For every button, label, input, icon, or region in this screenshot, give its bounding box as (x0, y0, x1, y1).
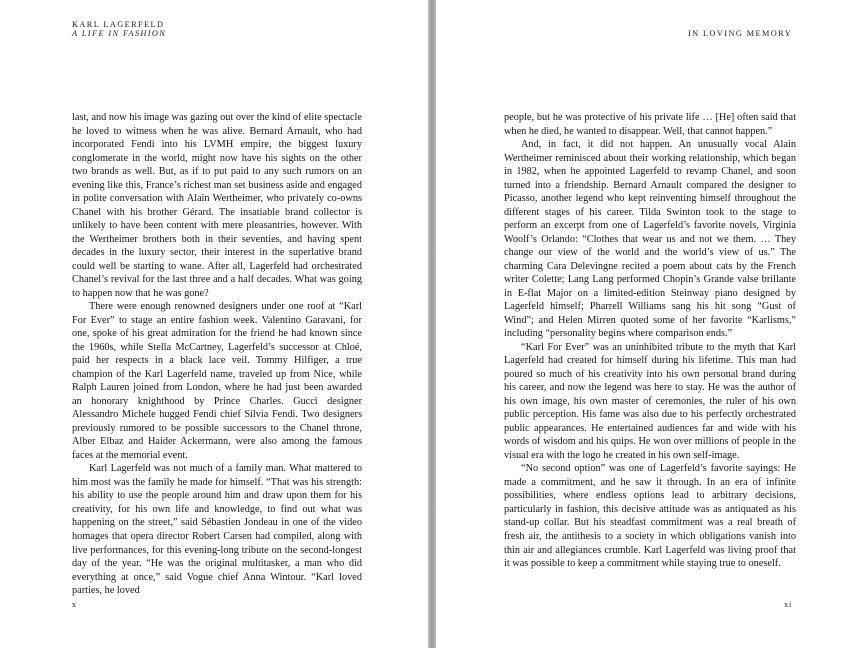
paragraph: last, and now his image was gazing out over the kind of elite spectacle he loved to witness when he was alive. Bernard Arnault, who had incorporated Fendi into his LVMH empire, the biggest luxury conglomerate in the world, might now have his sights on the other two brands as well. But, as if to put paid to any such rumors on an evening like this, France’s richest man set business aside and engaged in polite conversation with Alain Wertheimer, who privately co-owns Chanel with his brother Gérard. The insatiable brand collector is unlikely to have been content with mere pleasantries, however. With the Wertheimer brothers both in their seventies, and having spent decades in the luxury sector, their interest in the superlative brand could well be starting to wane. After all, Lagerfeld had orchestrated Chanel’s revival for the last three and a half decades. What was going to happen now that he was gone? (72, 112, 362, 299)
right-page (436, 0, 864, 648)
paragraph: “Karl For Ever” was an uninhibited tribute to the myth that Karl Lagerfeld had created for himself during his lifetime. This man had poured so much of his creativity into his own personal brand during his career, and now the legend was here to stay. He was the author of his own image, his own master of ceremonies, the ruler of his own public perception. His fame was also due to his perfectly orchestrated public appearances. He entertained audiences far and wide with his words of wisdom and his quips. He won over millions of people in the visual era with the logo he created in his own self-image. (504, 341, 796, 461)
page-number-right: xi (784, 600, 792, 609)
right-body-text (504, 111, 796, 571)
paragraph: Karl Lagerfeld was not much of a family man. What mattered to him most was the family he made for himself. “That was his strength: his ability to use the people around him and draw upon them for his creativity, for his own life and knowledge, to find out what was happening on the street,” said Sébastien Jondeau in one of the video homages that opera director Robert Carsen had compiled, along with live performances, for this evening-long tribute on the second-longest day of the year. “He was the original multitasker, a man who did everything at once,” said Vogue chief Anna Wintour. “Karl loved parties, he loved (72, 463, 362, 597)
left-page (0, 0, 428, 648)
running-head-book-title: A LIFE IN FASHION (72, 29, 167, 38)
running-head-author: KARL LAGERFELD (72, 20, 165, 29)
paragraph: There were enough renowned designers under one roof at “Karl For Ever” to stage an entire fashion week. Valentino Garavani, for one, spoke of his great admiration for the friend he had known since the 1960s, while Stella McCartney, Lagerfeld’s successor at Chloé, paid her respects in a black lace veil. Tommy Hilfiger, a true champion of the Karl Lagerfeld name, traveled up from Nice, while Ralph Lauren joined from London, where he had just been awarded an honorary knighthood by Prince Charles. Gucci designer Alessandro Michele hugged Fendi chief Silvia Fendi. Two designers previously rumored to be possible successors to the Chanel throne, Alber Elbaz and Haider Ackermann, were also among the famous faces at the memorial event. (72, 301, 362, 461)
page-number-left: x (72, 600, 77, 609)
book-gutter (428, 0, 436, 648)
paragraph: people, but he was protective of his private life … [He] often said that when he died, he wanted to disappear. Well, that cannot happen.” (504, 112, 796, 137)
running-head-chapter: IN LOVING MEMORY (688, 29, 792, 38)
paragraph: And, in fact, it did not happen. An unusually vocal Alain Wertheimer reminisced about their working relationship, which began in 1982, when he appointed Lagerfeld to revamp Chanel, and soon turned into a friendship. Bernard Arnault compared the designer to Picasso, another legend who kept reinventing himself throughout the different stages of his career. Tilda Swinton took to the stage to perform an excerpt from one of Lagerfeld’s favorite novels, Virginia Woolf’s Orlando: “Clothes that wear us and not we them. … They change our view of the world and the world’s view of us.” The charming Cara Delevingne recited a poem about cats by the French writer Colette; Lang Lang performed Chopin’s Grande valse brillante in E-flat Major on a limited-edition Steinway piano designed by Lagerfeld himself; Pharrell Williams sang his hit song “Gust of Wind”; and Helen Mirren quoted some of her favorite “Karlisms,” including “personality begins where comparison ends.” (504, 139, 796, 340)
left-body-text (72, 111, 362, 598)
paragraph: “No second option” was one of Lagerfeld’s favorite sayings: He made a commitment, and he saw it through. In an era of infinite possibilities, where endless options lead to arbitrary decisions, particularly in fashion, this decisive attitude was as antiquated as his stand-up collar. But his steadfast commitment was a real breath of fresh air, the antithesis to a society in which obligations vanish into thin air and allegiances crumble. Karl Lagerfeld was living proof that it was possible to keep a commitment while staying true to oneself. (504, 463, 796, 570)
